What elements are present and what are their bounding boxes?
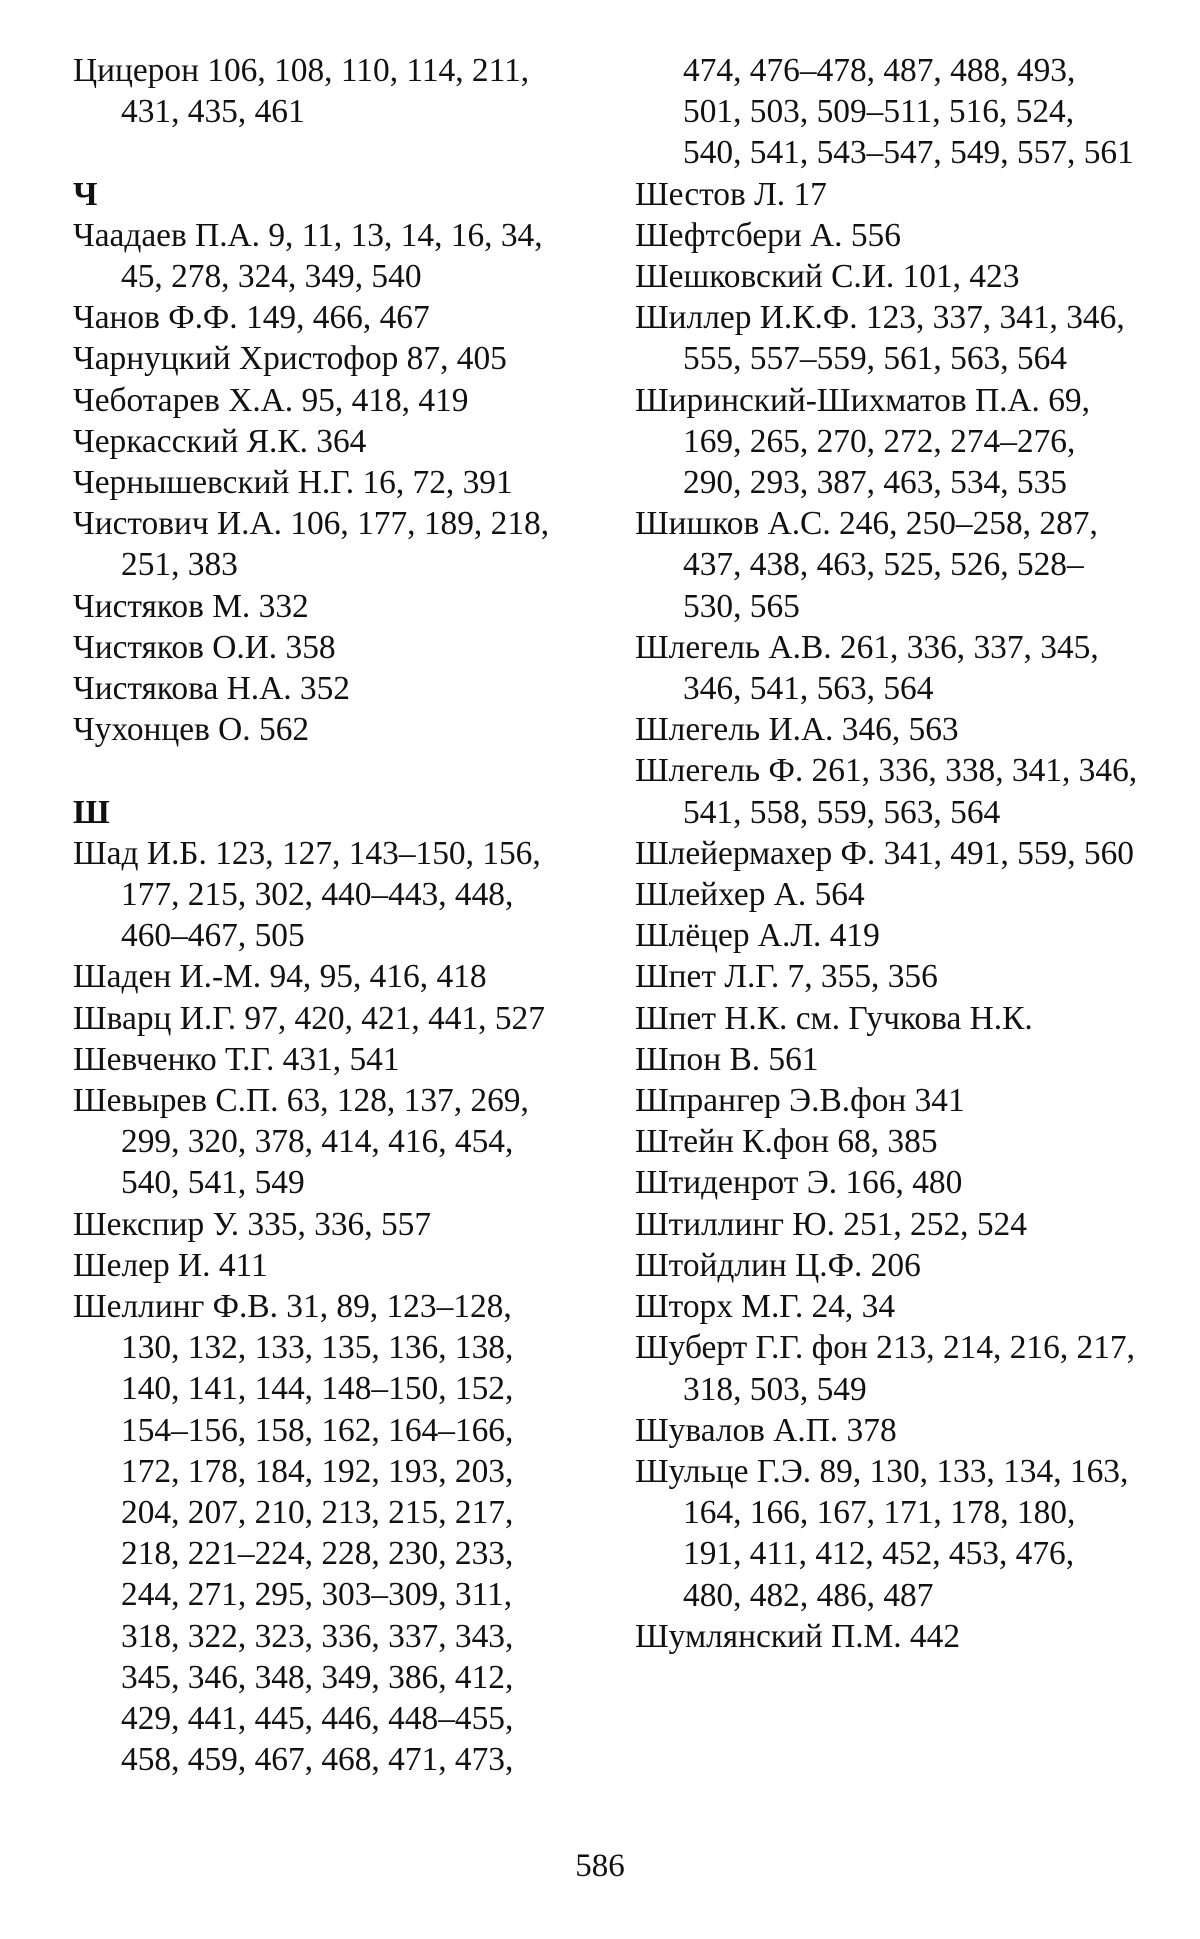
index-entry: Шувалов А.П. 378	[635, 1411, 897, 1449]
section-letter-ch: Ч	[73, 175, 98, 213]
index-entry: Чистович И.А. 106, 177, 189, 218, 251, 383	[73, 505, 550, 584]
index-entry: Чернышевский Н.Г. 16, 72, 391	[73, 464, 513, 502]
index-entry: Шеллинг Ф.В. 31, 89, 123–128, 130, 132, 133, 135, 136, 138, 140, 141, 144, 148–150, 152, 154–156, 158, 162, 164–166, 172, 178, 184, 192, 193, 203, 204, 207, 210, 213, 215, 217, 218, 221–224, 228, 230, 233, 244, 271, 295, 303–309, 311, 318, 322, 323, 336, 337, 343, 345, 346, 348, 349, 386, 412, 429, 441, 445, 446, 448–455, 458, 459, 467, 468, 471, 473,	[73, 1288, 514, 1779]
index-entry: Шефтсбери А. 556	[635, 216, 901, 254]
index-entry: Шлегель Ф. 261, 336, 338, 341, 346, 541, 558, 559, 563, 564	[635, 752, 1138, 831]
section-letter-sh: Ш	[73, 793, 110, 831]
index-entry: Штейн К.фон 68, 385	[635, 1123, 938, 1161]
index-entry: Шварц И.Г. 97, 420, 421, 441, 527	[73, 999, 545, 1037]
index-entry: Шевырев С.П. 63, 128, 137, 269, 299, 320, 378, 414, 416, 454, 540, 541, 549	[73, 1082, 529, 1202]
index-entry: Чеботарев Х.А. 95, 418, 419	[73, 381, 469, 419]
index-entry: Шлёцер А.Л. 419	[635, 917, 880, 955]
index-entry: Ширинский-Шихматов П.А. 69, 169, 265, 270, 272, 274–276, 290, 293, 387, 463, 534, 535	[635, 381, 1090, 502]
index-entry: Шпет Л.Г. 7, 355, 356	[635, 958, 938, 996]
index-entry: Чаадаев П.А. 9, 11, 13, 14, 16, 34, 45, 278, 324, 349, 540	[73, 216, 543, 295]
index-entry: Шторх М.Г. 24, 34	[635, 1288, 896, 1326]
index-entry: Чанов Ф.Ф. 149, 466, 467	[73, 299, 430, 337]
index-entry: Шлейермахер Ф. 341, 491, 559, 560	[635, 834, 1135, 872]
index-entry: Чарнуцкий Христофор 87, 405	[73, 340, 507, 378]
index-column-left	[73, 50, 578, 1781]
index-entry: Шелер И. 411	[73, 1246, 268, 1284]
index-entry: Шлегель А.В. 261, 336, 337, 345, 346, 541, 563, 564	[635, 628, 1099, 708]
index-entry-continuation: 474, 476–478, 487, 488, 493, 501, 503, 509–511, 516, 524, 540, 541, 543–547, 549, 557, 561	[683, 52, 1134, 172]
index-entry: Чистяков О.И. 358	[73, 628, 336, 666]
index-entry: Чистякова Н.А. 352	[73, 670, 350, 708]
index-entry: Шиллер И.К.Ф. 123, 337, 341, 346, 555, 557–559, 561, 563, 564	[635, 299, 1125, 378]
index-entry: Шешковский С.И. 101, 423	[635, 258, 1020, 296]
index-entry: Штиденрот Э. 166, 480	[635, 1164, 963, 1202]
index-entry: Чистяков М. 332	[73, 587, 309, 625]
index-entry: Шпрангер Э.В.фон 341	[635, 1082, 965, 1120]
index-entry: Шишков А.С. 246, 250–258, 287, 437, 438, 463, 525, 526, 528–530, 565	[635, 505, 1098, 625]
index-entry: Шпет Н.К. см. Гучкова Н.К.	[635, 999, 1033, 1037]
index-entry: Штойдлин Ц.Ф. 206	[635, 1246, 921, 1284]
index-entry: Штиллинг Ю. 251, 252, 524	[635, 1205, 1027, 1243]
index-entry: Шевченко Т.Г. 431, 541	[73, 1040, 400, 1078]
index-entry: Шестов Л. 17	[635, 175, 827, 213]
index-entry: Шуберт Г.Г. фон 213, 214, 216, 217, 318, 503, 549	[635, 1329, 1135, 1408]
index-entry: Цицерон 106, 108, 110, 114, 211, 431, 435, 461	[73, 52, 530, 131]
page-number: 586	[575, 1848, 625, 1884]
index-entry: Шаден И.-М. 94, 95, 416, 418	[73, 958, 487, 996]
index-entry: Шлегель И.А. 346, 563	[635, 711, 959, 749]
index-column-right	[635, 50, 1140, 1657]
index-entry: Чухонцев О. 562	[73, 711, 310, 749]
index-entry: Шлейхер А. 564	[635, 876, 865, 914]
index-entry: Черкасский Я.К. 364	[73, 422, 367, 460]
index-entry: Шульце Г.Э. 89, 130, 133, 134, 163, 164, 166, 167, 171, 178, 180, 191, 411, 412, 452, 453, 476, 480, 482, 486, 487	[635, 1452, 1129, 1614]
index-entry: Шекспир У. 335, 336, 557	[73, 1205, 432, 1243]
index-entry: Шад И.Б. 123, 127, 143–150, 156, 177, 215, 302, 440–443, 448, 460–467, 505	[73, 834, 541, 955]
index-entry: Шумлянский П.М. 442	[635, 1617, 961, 1655]
index-entry: Шпон В. 561	[635, 1040, 819, 1078]
